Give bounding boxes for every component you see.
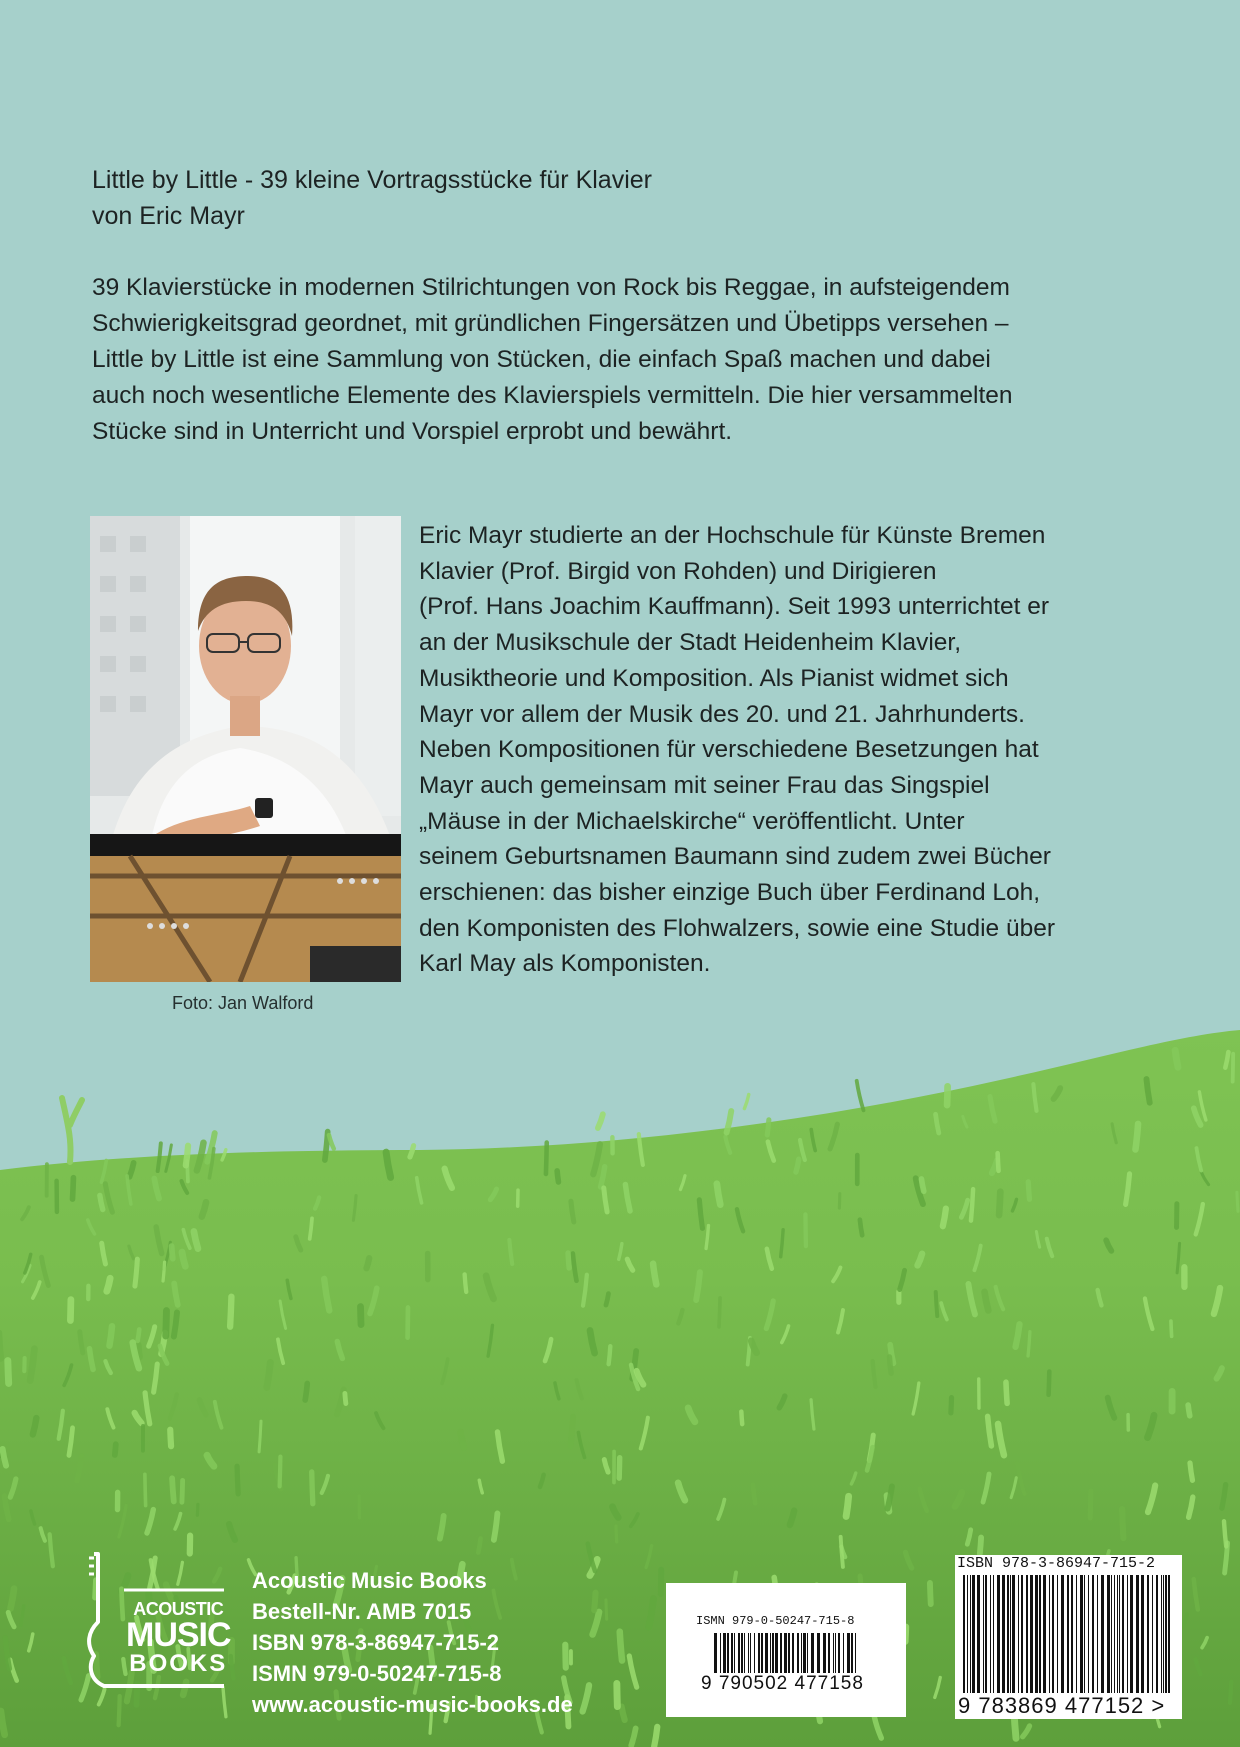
photo-caption: Foto: Jan Walford [172, 993, 314, 1013]
grass-blade [980, 1538, 981, 1554]
grass-blade [857, 1081, 864, 1110]
barcode-bar [801, 1633, 802, 1673]
grass-blade [717, 1184, 720, 1205]
grass-blade [841, 1537, 843, 1567]
barcode-bar [758, 1633, 760, 1673]
bio-line: Mayr auch gemeinsam mit seiner Frau das Singspiel [419, 771, 990, 799]
grass-blade [138, 1345, 139, 1357]
barcode-bar [843, 1633, 844, 1673]
barcode-bar [780, 1633, 782, 1673]
grass-blade [107, 1278, 110, 1291]
grass-blade [172, 1246, 173, 1259]
title-block [92, 162, 652, 234]
barcode-bar [772, 1633, 774, 1673]
barcode-bar [714, 1633, 717, 1673]
grass-sprout [62, 1098, 82, 1162]
grass-blade [231, 1656, 234, 1678]
grass-blade [194, 1231, 198, 1248]
barcode-bar [811, 1633, 814, 1673]
author-biography [419, 518, 1139, 982]
grass-blade [440, 1516, 444, 1539]
grass-blade [620, 1632, 622, 1661]
grass-blade [951, 1398, 952, 1413]
barcode-bar [1114, 1575, 1115, 1693]
barcode-bar [1141, 1575, 1144, 1693]
bio-line: Neben Kompositionen für verschiedene Besetzungen hat [419, 736, 1039, 764]
grass-blade [796, 1159, 799, 1172]
barcode-bar [1147, 1575, 1149, 1693]
grass-blade [1175, 1050, 1178, 1067]
bio-line: Mayr vor allem der Musik des 20. und 21. Jahrhunderts. [419, 700, 1025, 728]
barcode-bar [1111, 1575, 1112, 1693]
grass-blade [1224, 1521, 1226, 1546]
grass-blade [1, 1711, 5, 1735]
grass-blade [386, 1152, 391, 1177]
barcode-bar [1030, 1575, 1033, 1693]
grass-blade [361, 1307, 362, 1325]
barcode-bar [1007, 1575, 1009, 1693]
barcode-bar [741, 1633, 743, 1673]
website-link[interactable]: www.acoustic-music-books.de [252, 1692, 573, 1717]
grass-blade [790, 1511, 794, 1525]
grass-blade [1028, 1332, 1030, 1356]
grass-blade [345, 1393, 346, 1403]
barcode-bar [1057, 1575, 1058, 1693]
ismn-text: ISMN 979-0-50247-715-8 [252, 1661, 502, 1686]
barcode-bar [775, 1633, 778, 1673]
bio-line: seinem Geburtsnamen Baumann sind zudem zwei Bücher [419, 843, 1051, 871]
barcode-bar [720, 1633, 721, 1673]
grass-blade [571, 1417, 574, 1447]
barcode-bar [851, 1633, 853, 1673]
barcode-bar [1084, 1575, 1085, 1693]
barcode-bar [770, 1633, 771, 1673]
bio-line: an der Musikschule der Stadt Heidenheim Klavier, [419, 629, 962, 657]
grass-blade [366, 1258, 369, 1268]
grass-blade [1190, 1463, 1192, 1480]
grass-blade [918, 1254, 923, 1266]
barcode-bar [765, 1633, 768, 1673]
barcode-bar [817, 1633, 820, 1673]
barcode-bar [983, 1575, 984, 1693]
bio-line: erschienen: das bisher einzige Buch über Ferdinand Loh, [419, 879, 1041, 907]
publisher-logo [84, 1552, 231, 1690]
isbn-barcode-label: ISBN 978-3-86947-715-2 [957, 1555, 1156, 1572]
grass-blade [135, 1259, 137, 1286]
barcode-bar [761, 1633, 763, 1673]
bio-line: (Prof. Hans Joachim Kauffmann). Seit 1993 unterrichtet er [419, 593, 1050, 621]
grass-blade [1237, 1192, 1238, 1211]
grass-blade [889, 1357, 891, 1373]
grass-blade [557, 1171, 558, 1182]
grass-blade [89, 1349, 93, 1370]
barcode-bar [1097, 1575, 1098, 1693]
barcode-bar [1152, 1575, 1153, 1693]
grass-blade [1049, 1372, 1050, 1395]
barcode-bar [1080, 1575, 1083, 1693]
grass-blade [30, 1349, 34, 1381]
barcode-bar [990, 1575, 991, 1693]
barcode-bar [1052, 1575, 1054, 1693]
grass-blade [3, 1449, 6, 1466]
isbn-barcode-digits: 9 783869 477152 > [958, 1693, 1166, 1718]
grass-blade [230, 1297, 231, 1327]
ismn-barcode-digits: 9 790502 477158 [701, 1673, 864, 1694]
grass-blade [494, 1513, 498, 1539]
grass-blade [609, 1346, 611, 1364]
barcode-bar [744, 1633, 745, 1673]
grass-blade [80, 1332, 83, 1353]
publisher-info [252, 1565, 573, 1720]
grass-blade [1146, 1079, 1149, 1103]
barcode-bar [1076, 1575, 1077, 1693]
grass-blade [197, 1504, 198, 1515]
grass-blade [182, 1480, 183, 1502]
logo-line-acoustic: ACOUSTIC [133, 1599, 224, 1619]
grass-blade [478, 1538, 480, 1552]
grass-blade [971, 1189, 973, 1221]
bio-line: „Mäuse in der Michaelskirche“ veröffentlicht. Unter [419, 807, 965, 835]
grass-blade [109, 1326, 112, 1346]
barcode-bar [792, 1633, 794, 1673]
grass-blade [936, 1292, 938, 1316]
barcode-bar [1002, 1575, 1005, 1693]
barcode-bar [731, 1633, 733, 1673]
intro-line: Schwierigkeitsgrad geordnet, mit gründlichen Fingersätzen und Übetipps versehen – [92, 310, 1009, 337]
grass-blade [461, 1432, 464, 1448]
grass-blade [1233, 1054, 1234, 1082]
grass-blade [8, 1361, 9, 1384]
bio-line: Karl May als Komponisten. [419, 950, 711, 978]
barcode-bar [734, 1633, 735, 1673]
grass-blade [1171, 1321, 1172, 1336]
barcode-bar [1067, 1575, 1069, 1693]
grass-blade [654, 1727, 657, 1747]
barcode-bar [748, 1633, 749, 1673]
barcode-bar [1039, 1575, 1041, 1693]
barcode-bar [1010, 1575, 1011, 1693]
intro-line: Stücke sind in Unterricht und Vorspiel erprobt und bewährt. [92, 418, 733, 445]
barcode-bar [985, 1575, 987, 1693]
grass-blade [1135, 1124, 1138, 1150]
barcode-bar [1026, 1575, 1028, 1693]
intro-line: Little by Little ist eine Sammlung von Stücken, die einfach Spaß machen und dabei [92, 346, 991, 373]
barcode-bar [1043, 1575, 1046, 1693]
book-author: von Eric Mayr [92, 202, 245, 230]
barcode-bar [750, 1633, 751, 1673]
grass-blade [0, 1333, 1, 1359]
barcode-bar [993, 1575, 994, 1693]
grass-blade [617, 1683, 618, 1706]
grass-blade [465, 1274, 467, 1292]
grass-blade [616, 1526, 617, 1542]
grass-blade [305, 1383, 307, 1400]
grass-blade [622, 1707, 625, 1720]
grass-blade [1122, 1509, 1123, 1538]
grass-blade [653, 1264, 656, 1285]
isbn-text: ISBN 978-3-86947-715-2 [252, 1630, 500, 1655]
ismn-barcode [666, 1583, 906, 1717]
barcode-bar [1156, 1575, 1158, 1693]
barcode-bar [1071, 1575, 1073, 1693]
barcode-bar [788, 1633, 790, 1673]
grass-blade [1230, 1682, 1231, 1703]
grass-blade [744, 1095, 748, 1109]
grass-blade [846, 1496, 849, 1516]
barcode-bar [970, 1575, 971, 1693]
grass-blade [312, 1472, 313, 1504]
barcode-bar [823, 1633, 826, 1673]
barcode-bar [1101, 1575, 1104, 1693]
isbn-barcode [955, 1555, 1182, 1719]
barcode-bar [1088, 1575, 1089, 1693]
grass-blade [947, 1086, 948, 1105]
grass-blade [699, 1200, 702, 1228]
grass-blade [145, 1474, 146, 1505]
grass-blade [100, 1195, 103, 1209]
intro-line: auch noch wesentliche Elemente des Klavierspiels vermitteln. Die hier versammelten [92, 382, 1013, 409]
barcode-bar [754, 1633, 755, 1673]
logo-line-music: MUSIC [126, 1616, 231, 1654]
barcode-bar [1107, 1575, 1110, 1693]
bio-line: Eric Mayr studierte an der Hochschule für Künste Bremen [419, 522, 1046, 549]
barcode-bar [828, 1633, 830, 1673]
grass-blade [649, 1599, 654, 1627]
barcode-bar [1161, 1575, 1162, 1693]
grass-blade [1188, 1405, 1190, 1416]
grass-blade [985, 1292, 989, 1311]
grass-blade [310, 1218, 312, 1238]
grass-blade [1028, 1182, 1029, 1200]
grass-blade [619, 1458, 620, 1479]
barcode-bar [1061, 1575, 1064, 1693]
grass-blade [115, 1444, 116, 1455]
barcode-bar [1163, 1575, 1164, 1693]
barcode-bar [963, 1575, 965, 1693]
grass-blade [696, 1272, 700, 1300]
grass-blade [410, 1146, 414, 1157]
grass-blade [571, 1201, 574, 1222]
barcode-bar [1092, 1575, 1094, 1693]
barcode-bar [723, 1633, 726, 1673]
grass-blade [767, 1120, 769, 1135]
barcode-bar [1119, 1575, 1120, 1693]
grass-blade [860, 1220, 862, 1236]
barcode-bar [807, 1633, 808, 1673]
barcode-bar [1127, 1575, 1128, 1693]
barcode-bar [727, 1633, 729, 1673]
bio-line: Musiktheorie und Komposition. Als Pianist widmet sich [419, 664, 1009, 692]
barcode-bar [1136, 1575, 1139, 1693]
grass-blade [237, 1466, 238, 1494]
grass-blade [936, 1114, 939, 1133]
grass-blade [930, 1583, 931, 1604]
barcode-bar [855, 1633, 856, 1673]
grass-blade [1006, 1382, 1007, 1403]
barcode-bar [784, 1633, 787, 1673]
order-number: Bestell-Nr. AMB 7015 [252, 1599, 472, 1624]
grass-blade [186, 1146, 188, 1166]
grass-blade [267, 1362, 271, 1387]
grass-blade [163, 1262, 165, 1281]
grass-blade [921, 1179, 923, 1191]
ismn-barcode-bars [714, 1633, 860, 1673]
publisher-name: Acoustic Music Books [252, 1568, 487, 1593]
grass-blade [1225, 1052, 1228, 1068]
grass-blade [598, 1114, 603, 1128]
bio-line: den Komponisten des Flohwalzers, sowie eine Studie über [419, 914, 1056, 942]
logo-line-books: BOOKS [129, 1650, 228, 1677]
barcode-bar [1168, 1575, 1170, 1693]
barcode-bar [1049, 1575, 1050, 1693]
barcode-bar [1130, 1575, 1133, 1693]
grass-blade [174, 1284, 178, 1305]
barcode-bar [1117, 1575, 1118, 1693]
grass-blade [10, 1589, 14, 1609]
barcode-bar [997, 1575, 1000, 1693]
barcode-bar [1035, 1575, 1038, 1693]
book-title: Little by Little - 39 kleine Vortragsstücke für Klavier [92, 166, 652, 194]
grass-blade [943, 1209, 946, 1227]
isbn-barcode-bars [963, 1575, 1175, 1693]
grass-blade [719, 1298, 720, 1327]
grass-blade [259, 1421, 261, 1452]
ismn-barcode-label: ISMN 979-0-50247-715-8 [696, 1614, 855, 1628]
grass-blade [1090, 1491, 1091, 1518]
grass-blade [202, 1202, 206, 1216]
barcode-bar [977, 1575, 980, 1693]
barcode-bar [1165, 1575, 1167, 1693]
barcode-bar [833, 1633, 834, 1673]
barcode-bar [838, 1633, 840, 1673]
grass-blade [606, 1294, 609, 1305]
grass-blade [753, 1485, 755, 1504]
grass-blade [998, 1153, 999, 1171]
intro-line: 39 Klavierstücke in modernen Stilrichtungen von Rock bis Reggae, in aufsteigendem [92, 274, 1010, 301]
barcode-bar [1012, 1575, 1015, 1693]
barcode-bar [835, 1633, 836, 1673]
barcode-bar [847, 1633, 850, 1673]
barcode-bar [797, 1633, 799, 1673]
author-photo [90, 516, 401, 982]
barcode-bar [803, 1633, 806, 1673]
grass-blade [33, 1418, 37, 1434]
grass-blade [568, 1253, 569, 1268]
grass-blade [594, 1593, 595, 1611]
grass-blade [546, 1143, 547, 1174]
barcode-bar [972, 1575, 975, 1693]
grass-blade [166, 1311, 167, 1336]
grass-blade [741, 1412, 742, 1425]
grass-blade [170, 1430, 171, 1447]
grass-blade [329, 1135, 334, 1149]
grass-blade [999, 1192, 1000, 1215]
grass-blade [606, 1600, 607, 1619]
grass-blade [138, 1329, 140, 1340]
grass-blade [604, 1188, 607, 1212]
grass-blade [280, 1457, 281, 1487]
grass-blade [119, 1696, 120, 1725]
grass-blade [174, 1312, 177, 1336]
barcode-bar [738, 1633, 740, 1673]
barcode-bar [967, 1575, 968, 1693]
grass-blade [73, 1178, 74, 1199]
grass-blade [1016, 1324, 1020, 1347]
grass-blade [172, 1478, 174, 1501]
barcode-bar [1018, 1575, 1019, 1693]
intro-text [92, 270, 1122, 450]
barcode-bar [1021, 1575, 1023, 1693]
barcode-bar [1122, 1575, 1124, 1693]
bio-line: Klavier (Prof. Birgid von Rohden) und Dirigieren [419, 557, 937, 585]
grass-blade [182, 1252, 185, 1266]
